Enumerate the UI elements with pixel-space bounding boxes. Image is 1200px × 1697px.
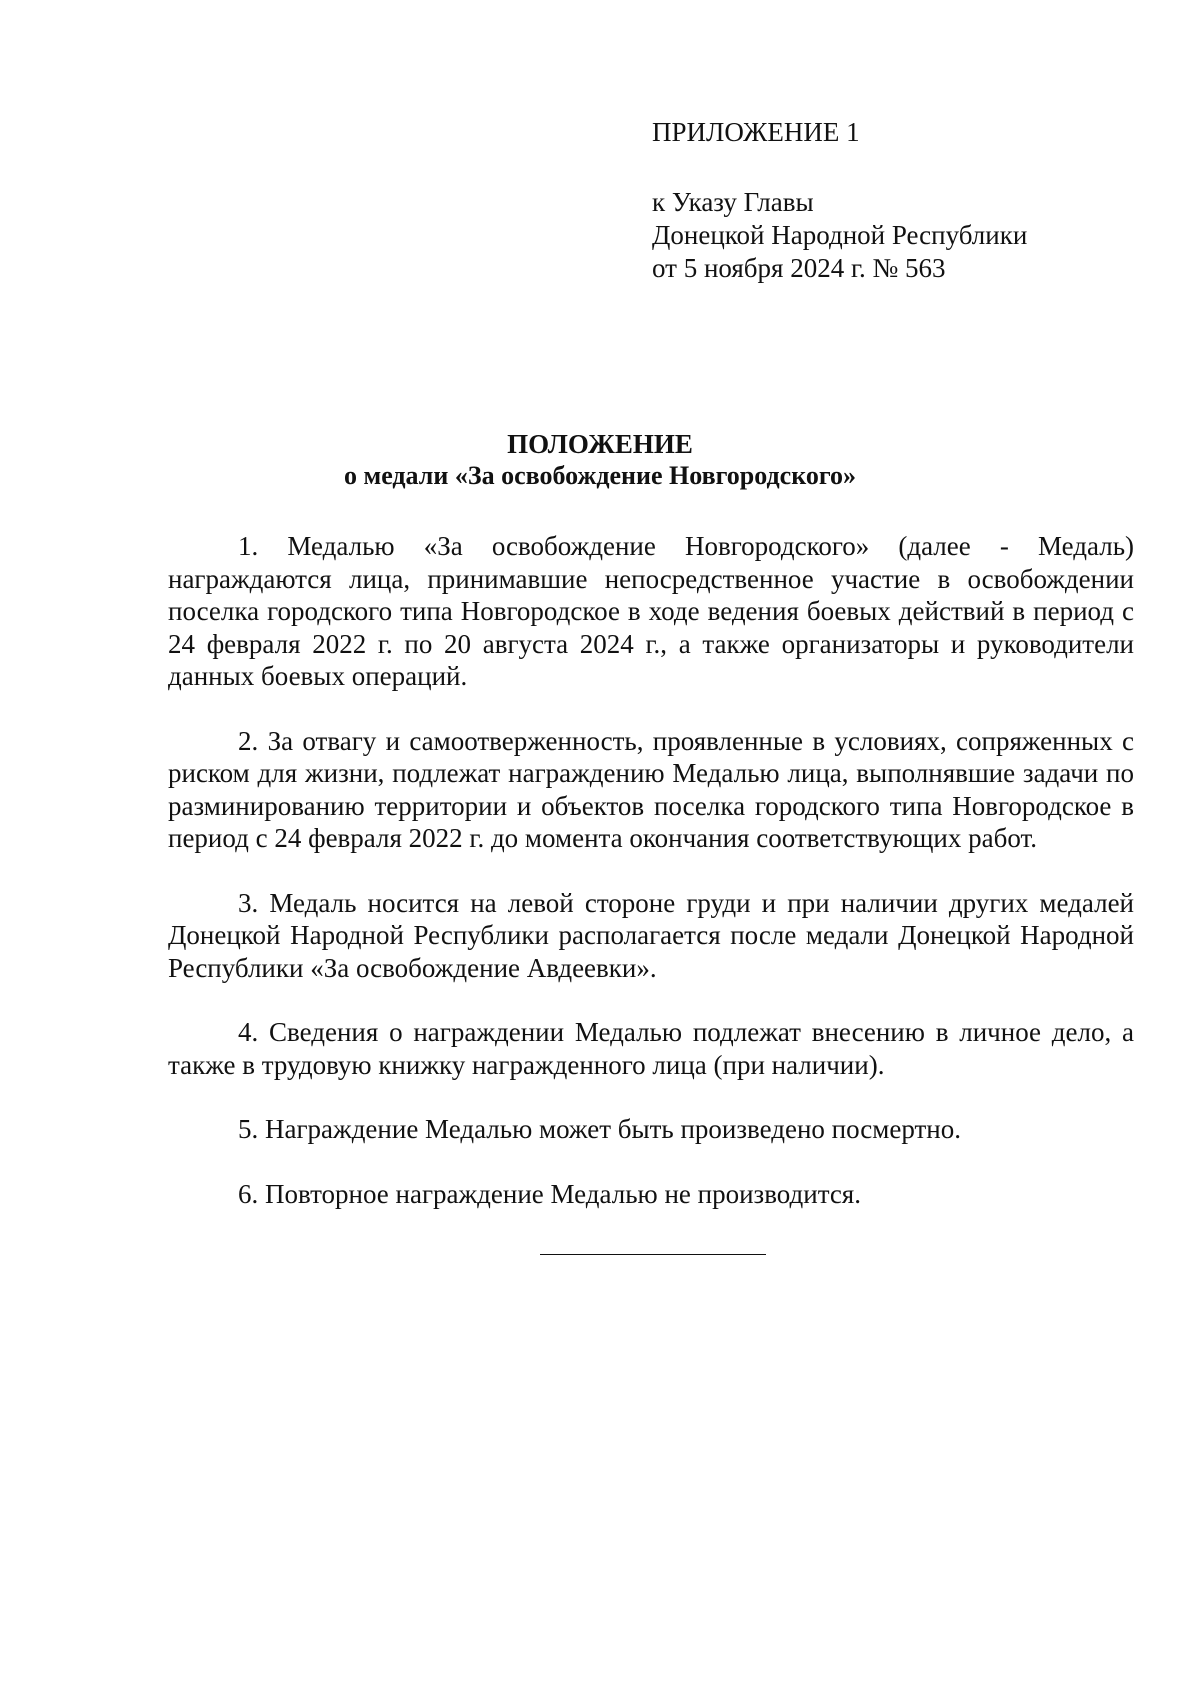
appendix-reference-line: Донецкой Народной Республики: [652, 220, 1028, 250]
document-subtitle: о медали «За освобождение Новгородского»: [343, 461, 856, 490]
document-body: [168, 530, 1134, 1242]
paragraph-6: 6. Повторное награждение Медалью не производится.: [238, 1178, 861, 1209]
paragraph-3: 3. Медаль носится на левой стороне груди и при наличии других медалей Донецкой Народной Республики располагается после медали Донецкой Народной Республики «За освобождение Авдеевки».: [168, 887, 1134, 983]
appendix-heading: ПРИЛОЖЕНИЕ 1: [652, 117, 860, 147]
appendix-reference-line: к Указу Главы: [652, 187, 814, 217]
appendix-reference: [652, 186, 1027, 285]
paragraph-1: 1. Медалью «За освобождение Новгородского» (далее - Медаль) награждаются лица, принимавшие непосредственное участие в освобождении поселка городского типа Новгородское в ходе ведения боевых действий в период с 24 февраля 2022 г. по 20 августа 2024 г., а также организаторы и руководители данных боевых операций.: [168, 531, 1134, 691]
appendix-reference-line: от 5 ноября 2024 г. № 563: [652, 253, 946, 283]
end-divider: [540, 1254, 766, 1255]
paragraph-4: 4. Сведения о награждении Медалью подлежат внесению в личное дело, а также в трудовую книжку награжденного лица (при наличии).: [168, 1017, 1134, 1080]
paragraph-5: 5. Награждение Медалью может быть произведено посмертно.: [238, 1114, 962, 1144]
paragraph-2: 2. За отвагу и самоотверженность, проявленные в условиях, сопряженных с риском для жизни, подлежат награждению Медалью лица, выполнявшие задачи по разминированию территории и объектов поселка городского типа Новгородское в период с 24 февраля 2022 г. до момента окончания соответствующих работ.: [168, 725, 1134, 853]
document-title: ПОЛОЖЕНИЕ: [507, 429, 693, 459]
